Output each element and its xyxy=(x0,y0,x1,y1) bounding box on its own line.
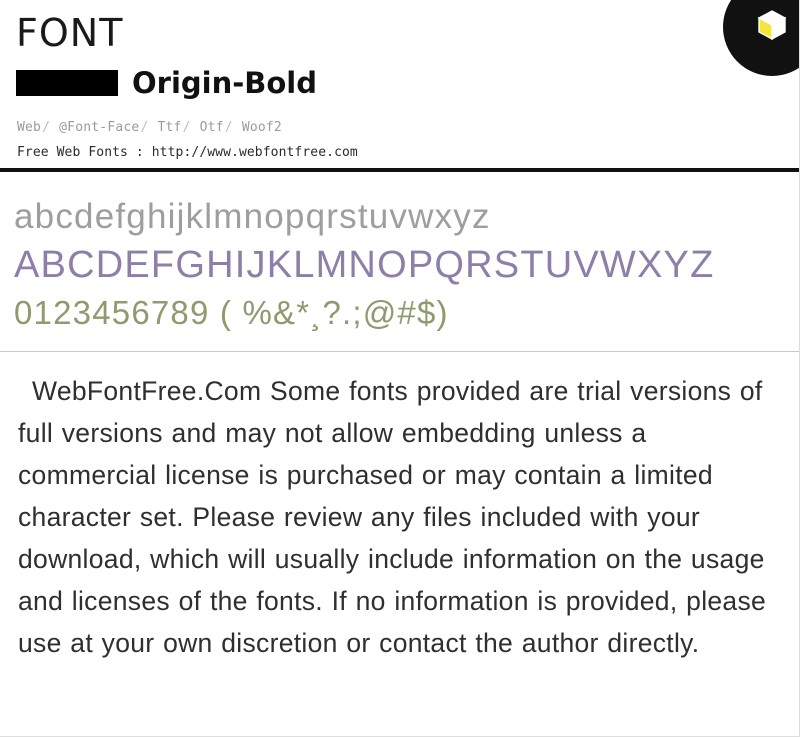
page-header xyxy=(0,0,799,172)
sample-digits-symbols: 0123456789 ( %&*¸?.;@#$) xyxy=(14,294,449,331)
sample-uppercase: ABCDEFGHIJKLMNOPQRSTUVWXYZ xyxy=(14,244,715,286)
specimen-paragraph-text: WebFontFree.Com Some fonts provided are trial versions of full versions and may not allow embedding unless a commercial license is purchased or may contain a limited character set. Please review any files included with your download, which will usually include information on the usage and licenses of the fonts. If no information is provided, please use at your own discretion or contact the author directly. xyxy=(18,376,767,658)
breadcrumb-item-woof2[interactable]: Woof2 xyxy=(241,120,282,135)
breadcrumb-separator: / xyxy=(224,120,233,135)
font-title-row xyxy=(16,64,785,102)
page-title: FONT xyxy=(16,11,124,55)
breadcrumb-item-ttf[interactable]: Ttf xyxy=(157,120,182,135)
breadcrumb-item-web[interactable]: Web xyxy=(17,120,42,135)
specimen-paragraph xyxy=(18,370,781,664)
font-name: Origin-Bold xyxy=(132,66,318,100)
cube-icon xyxy=(755,8,789,42)
breadcrumb-separator: / xyxy=(182,120,191,135)
sample-lowercase: abcdefghijklmnopqrstuvwxyz xyxy=(14,197,491,236)
breadcrumb-item-font-face[interactable]: @Font-Face xyxy=(59,120,140,135)
site-logo[interactable] xyxy=(723,0,799,76)
specimen-block xyxy=(0,352,799,664)
glyph-samples xyxy=(0,172,799,352)
breadcrumb-item-otf[interactable]: Otf xyxy=(199,120,224,135)
breadcrumb-separator: / xyxy=(140,120,149,135)
redacted-bar xyxy=(16,70,118,96)
site-url-line: Free Web Fonts : http://www.webfontfree.com xyxy=(17,145,358,160)
breadcrumb xyxy=(17,120,785,135)
breadcrumb-separator: / xyxy=(42,120,51,135)
